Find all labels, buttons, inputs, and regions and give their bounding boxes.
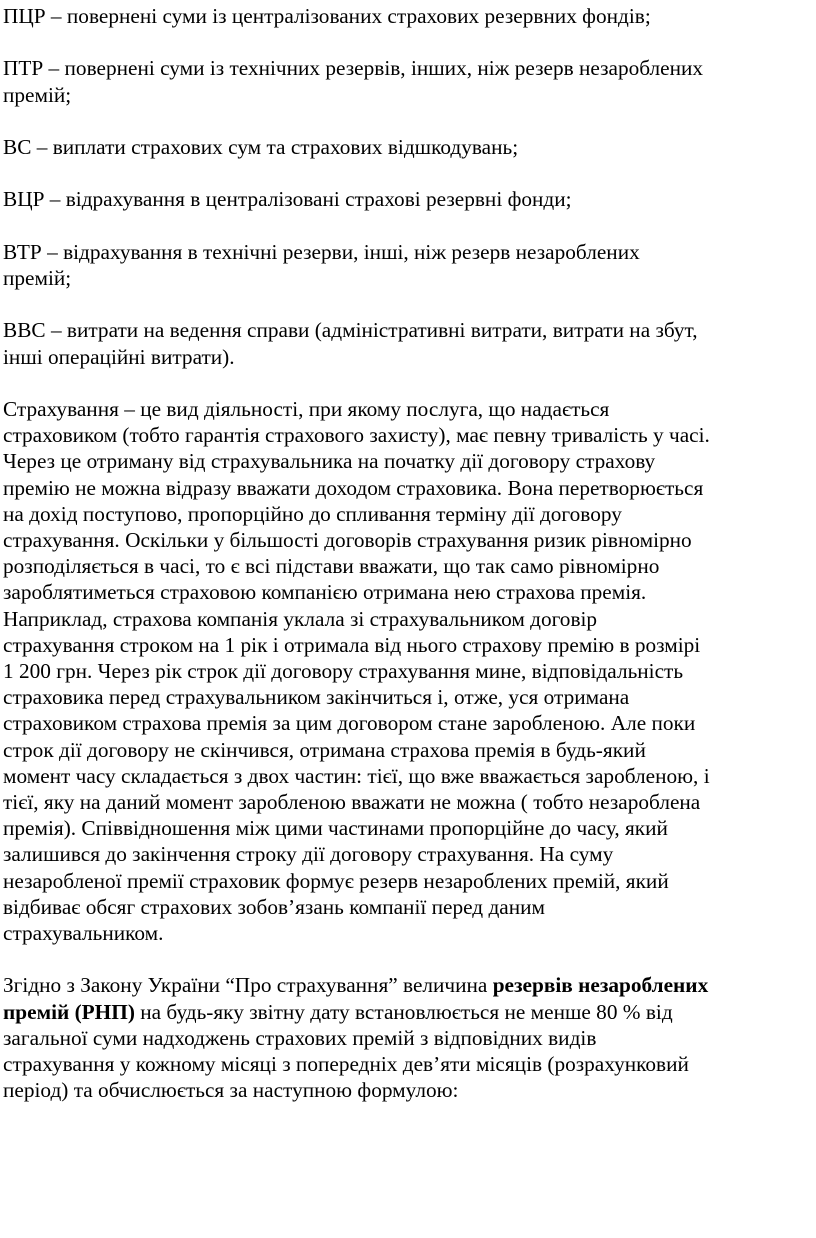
text-line: ВТР – відрахування в технічні резерви, інші, ніж резерв незароблених bbox=[3, 239, 640, 264]
text-line: премію не можна відразу вважати доходом страховика. Вона перетворюється bbox=[3, 475, 704, 500]
law-reference-paragraph bbox=[3, 972, 815, 1103]
text-line: ПТР – повернені суми із технічних резервів, інших, ніж резерв незароблених bbox=[3, 56, 704, 81]
text-line: строк дії договору не скінчився, отримана страхова премія в будь-який bbox=[3, 737, 646, 762]
text-line: ВЦР – відрахування в централізовані страхові резервні фонди; bbox=[3, 187, 572, 212]
text-line: страхувальником. bbox=[3, 921, 164, 946]
text-line: тієї, яку на даний момент заробленою вважати не можна ( тобто незароблена bbox=[3, 790, 701, 814]
text-line: момент часу складається з двох частин: тієї, що вже вважається заробленою, і bbox=[3, 763, 710, 788]
text-line: незаробленої премії страховик формує резерв незароблених премій, який bbox=[3, 868, 669, 893]
text-line: страхування строком на 1 рік і отримала від нього страхову премію в розмірі bbox=[3, 632, 701, 657]
text-line: ПЦР – повернені суми із централізованих страхових резервних фондів; bbox=[3, 4, 651, 28]
text-line: залишився до закінчення строку дії договору страхування. На суму bbox=[3, 842, 614, 867]
text-line: ВВС – витрати на ведення справи (адміністративні витрати, витрати на збут, bbox=[3, 318, 698, 343]
text-line: страхування. Оскільки у більшості договорів страхування ризик рівномірно bbox=[3, 527, 692, 552]
text-line bbox=[3, 972, 815, 998]
definition-vtr bbox=[3, 239, 815, 291]
text-line: 1 200 грн. Через рік строк дії договору страхування мине, відповідальність bbox=[3, 658, 684, 683]
insurance-explanation-paragraph bbox=[3, 396, 815, 946]
text-line: Наприклад, страхова компанія уклала зі страхувальником договір bbox=[3, 606, 598, 631]
reserve-term-bold: резервів незароблених bbox=[492, 973, 709, 998]
law-line1-prefix: Згідно з Закону України “Про страхування” величина bbox=[3, 973, 493, 998]
rnp-term-bold: премій (РНП) bbox=[3, 999, 135, 1024]
text-line: страхування у кожному місяці з попередніх дев’яти місяців (розрахунковий bbox=[3, 1052, 689, 1077]
definition-vvs bbox=[3, 317, 815, 369]
text-line: страховиком страхова премія за цим договором стане заробленою. Але поки bbox=[3, 711, 696, 736]
definition-pcr bbox=[3, 3, 815, 29]
text-line bbox=[3, 999, 815, 1025]
text-line: період) та обчислюється за наступною формулою: bbox=[3, 1078, 459, 1103]
text-line: ВС – виплати страхових сум та страхових відшкодувань; bbox=[3, 134, 519, 159]
text-line: інші операційні витрати). bbox=[3, 344, 235, 369]
text-line: премій; bbox=[3, 82, 72, 107]
text-line: Через це отриману від страхувальника на початку дії договору страхову bbox=[3, 449, 656, 474]
text-line: страховиком (тобто гарантія страхового захисту), має певну тривалість у часі. bbox=[3, 423, 710, 448]
text-line: страховика перед страхувальником закінчиться і, отже, уся отримана bbox=[3, 685, 630, 710]
text-line: премій; bbox=[3, 265, 72, 290]
text-line: зароблятиметься страховою компанією отримана нею страхова премія. bbox=[3, 580, 647, 605]
definition-vs bbox=[3, 134, 815, 160]
text-line: відбиває обсяг страхових зобов’язань компанії перед даним bbox=[3, 894, 545, 919]
text-line: загальної суми надходжень страхових премій з відповідних видів bbox=[3, 1025, 597, 1050]
text-line: на дохід поступово, пропорційно до спливання терміну дії договору bbox=[3, 501, 622, 526]
text-line: Страхування – це вид діяльності, при якому послуга, що надається bbox=[3, 396, 610, 421]
definition-vcr bbox=[3, 186, 815, 212]
text-line: розподіляється в часі, то є всі підстави вважати, що так само рівномірно bbox=[3, 554, 660, 579]
law-line2-suffix: на будь-яку звітну дату встановлюється не менше 80 % від bbox=[134, 999, 673, 1024]
definition-ptr bbox=[3, 55, 815, 107]
text-line: премія). Співвідношення між цими частинами пропорційне до часу, який bbox=[3, 816, 668, 841]
